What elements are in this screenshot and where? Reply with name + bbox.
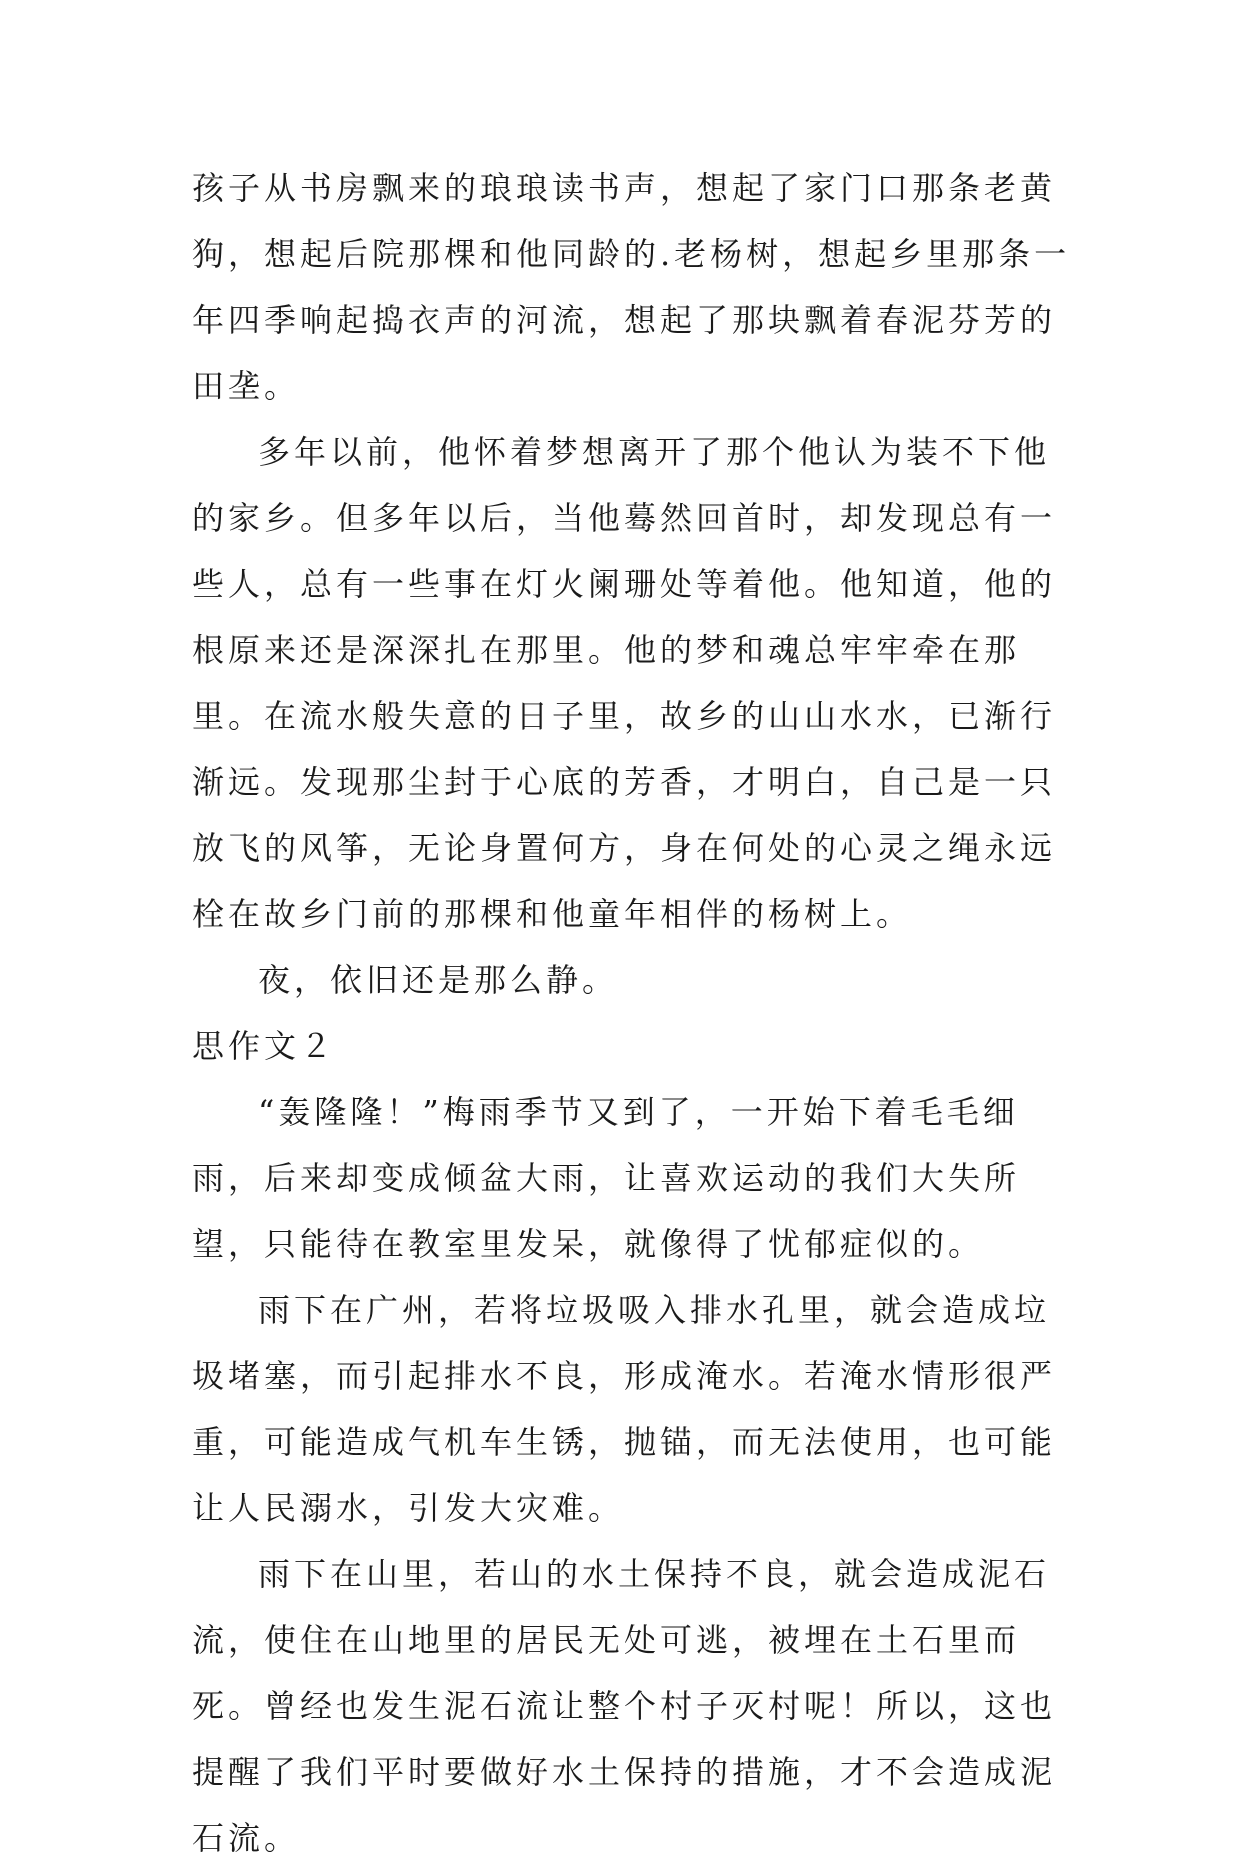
paragraph-rain-mountain: 雨下在山里，若山的水土保持不良，就会造成泥石流，使住在山地里的居民无处可逃，被埋在土石里而死。曾经也发生泥石流让整个村子灭村呢！所以，这也提醒了我们平时要做好水土保持的措施，才不会造成泥石流。 <box>192 1555 1057 1857</box>
paragraph-hometown-memories: 孩子从书房飘来的琅琅读书声，想起了家门口那条老黄狗，想起后院那棵和他同龄的.老杨树，想起乡里那条一年四季响起捣衣声的河流，想起了那块飘着春泥芬芳的田垄。 <box>192 169 1071 405</box>
paragraph-rain-guangzhou: 雨下在广州，若将垃圾吸入排水孔里，就会造成垃圾堵塞，而引起排水不良，形成淹水。若淹水情形很严重，可能造成气机车生锈，抛锚，而无法使用，也可能让人民溺水，引发大灾难。 <box>192 1291 1057 1527</box>
essay-heading: 思作文２ <box>192 1027 337 1065</box>
paragraph-plum-rain: “轰隆隆！”梅雨季节又到了，一开始下着毛毛细雨，后来却变成倾盆大雨，让喜欢运动的我们大失所望，只能待在教室里发呆，就像得了忧郁症似的。 <box>192 1093 1021 1263</box>
paragraph-years-ago: 多年以前，他怀着梦想离开了那个他认为装不下他的家乡。但多年以后，当他蓦然回首时，却发现总有一些人，总有一些事在灯火阑珊处等着他。他知道，他的根原来还是深深扎在那里。他的梦和魂总牢牢牵在那里。在流水般失意的日子里，故乡的山山水水，已渐行渐远。发现那尘封于心底的芳香，才明白，自己是一只放飞的风筝，无论身置何方，身在何处的心灵之绳永远栓在故乡门前的那棵和他童年相伴的杨树上。 <box>192 433 1057 933</box>
document-body <box>192 155 1072 1871</box>
paragraph-night-quiet: 夜，依旧还是那么静。 <box>258 961 619 999</box>
